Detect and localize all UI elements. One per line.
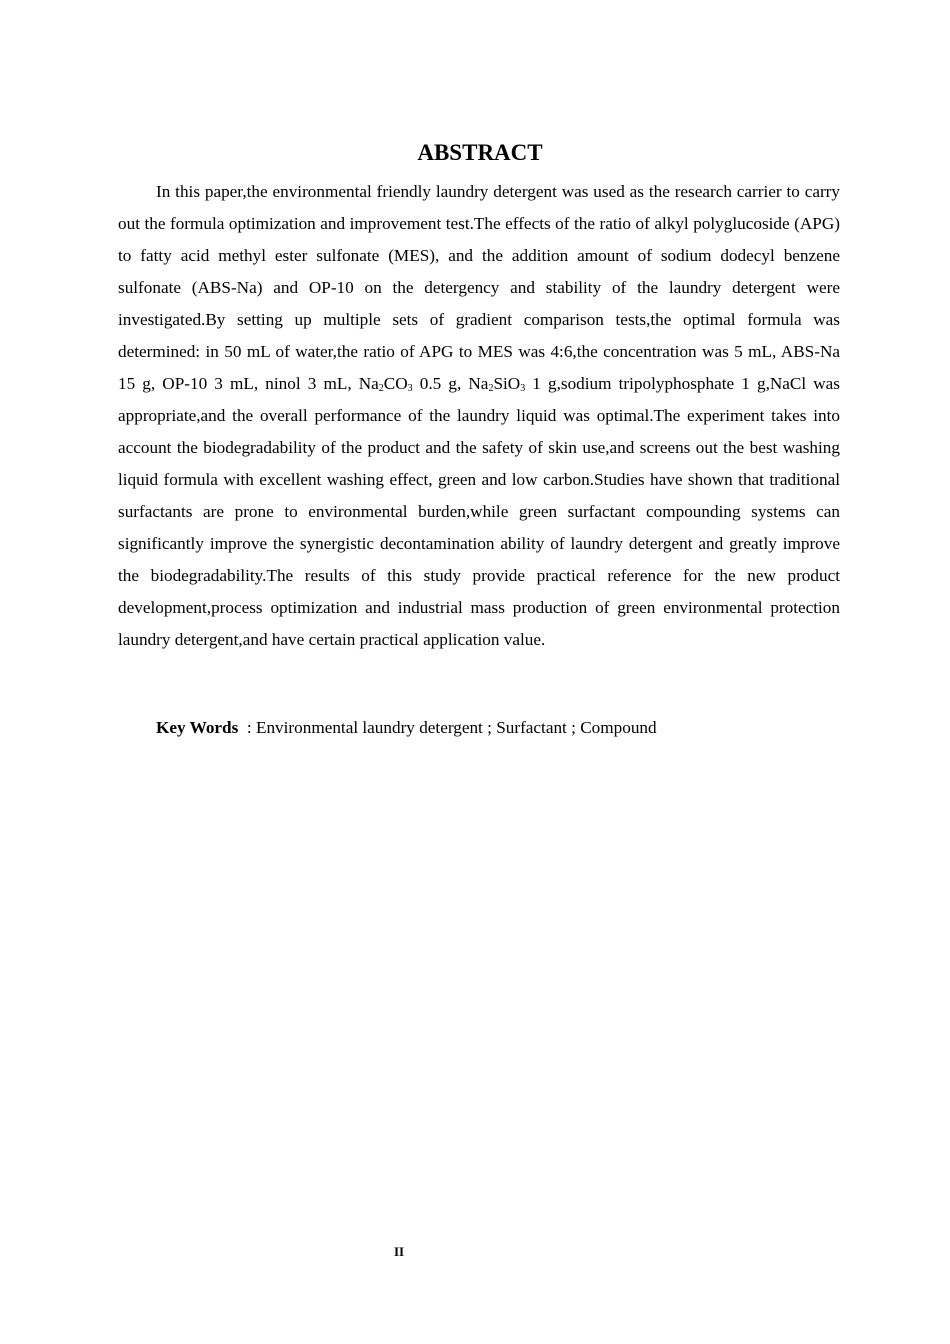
abstract-title: ABSTRACT — [417, 140, 543, 165]
keywords-text: : Environmental laundry detergent ; Surfactant ; Compound — [238, 718, 657, 737]
abstract-text-part-5: 1 g,sodium tripolyphosphate 1 g,NaCl was appropriate,and the overall performance of the laundry liquid was optimal.The experiment takes into account the biodegradability of the product and the safety of skin use,and screens out the best washing liquid formula with excellent washing effect, green and low carbon.Studies have shown that traditional surfactants are prone to environmental burden,while green surfactant compounding systems can significantly improve the synergistic decontamination ability of laundry detergent and greatly improve the biodegradability.The results of this study provide practical reference for the new product development,process optimization and industrial mass production of green environmental protection laundry detergent,and have certain practical application value. — [118, 374, 840, 649]
page-number: II — [393, 1244, 405, 1259]
keywords-line — [156, 713, 840, 743]
keywords-label: Key Words — [156, 718, 239, 737]
subscript-na2-carbonate: 2 — [378, 383, 384, 394]
abstract-text-part-1: In this paper,the environmental friendly laundry detergent was used as the research carrier to carry out the formula optimization and improvement test.The effects of the ratio of alkyl polyglucoside (APG) to fatty acid methyl ester sulfonate (MES), and the addition amount of sodium dodecyl benzene sulfonate (ABS-Na) and OP-10 on the detergency and stability of the laundry detergent were investigated.By setting up multiple sets of gradient comparison tests,the optimal formula was determined: in 50 mL of water,the ratio of APG to MES was 4:6,the concentration was 5 mL, ABS-Na 15 g, OP-10 3 mL, ninol 3 mL, Na — [118, 182, 840, 393]
subscript-co3: 3 — [407, 383, 413, 394]
abstract-text-part-2: CO — [383, 374, 408, 393]
subscript-na2-silicate: 2 — [488, 383, 494, 394]
abstract-text-part-4: SiO — [493, 374, 521, 393]
subscript-sio3: 3 — [520, 383, 526, 394]
abstract-paragraph — [118, 176, 840, 656]
abstract-text-part-3: 0.5 g, Na — [412, 374, 489, 393]
